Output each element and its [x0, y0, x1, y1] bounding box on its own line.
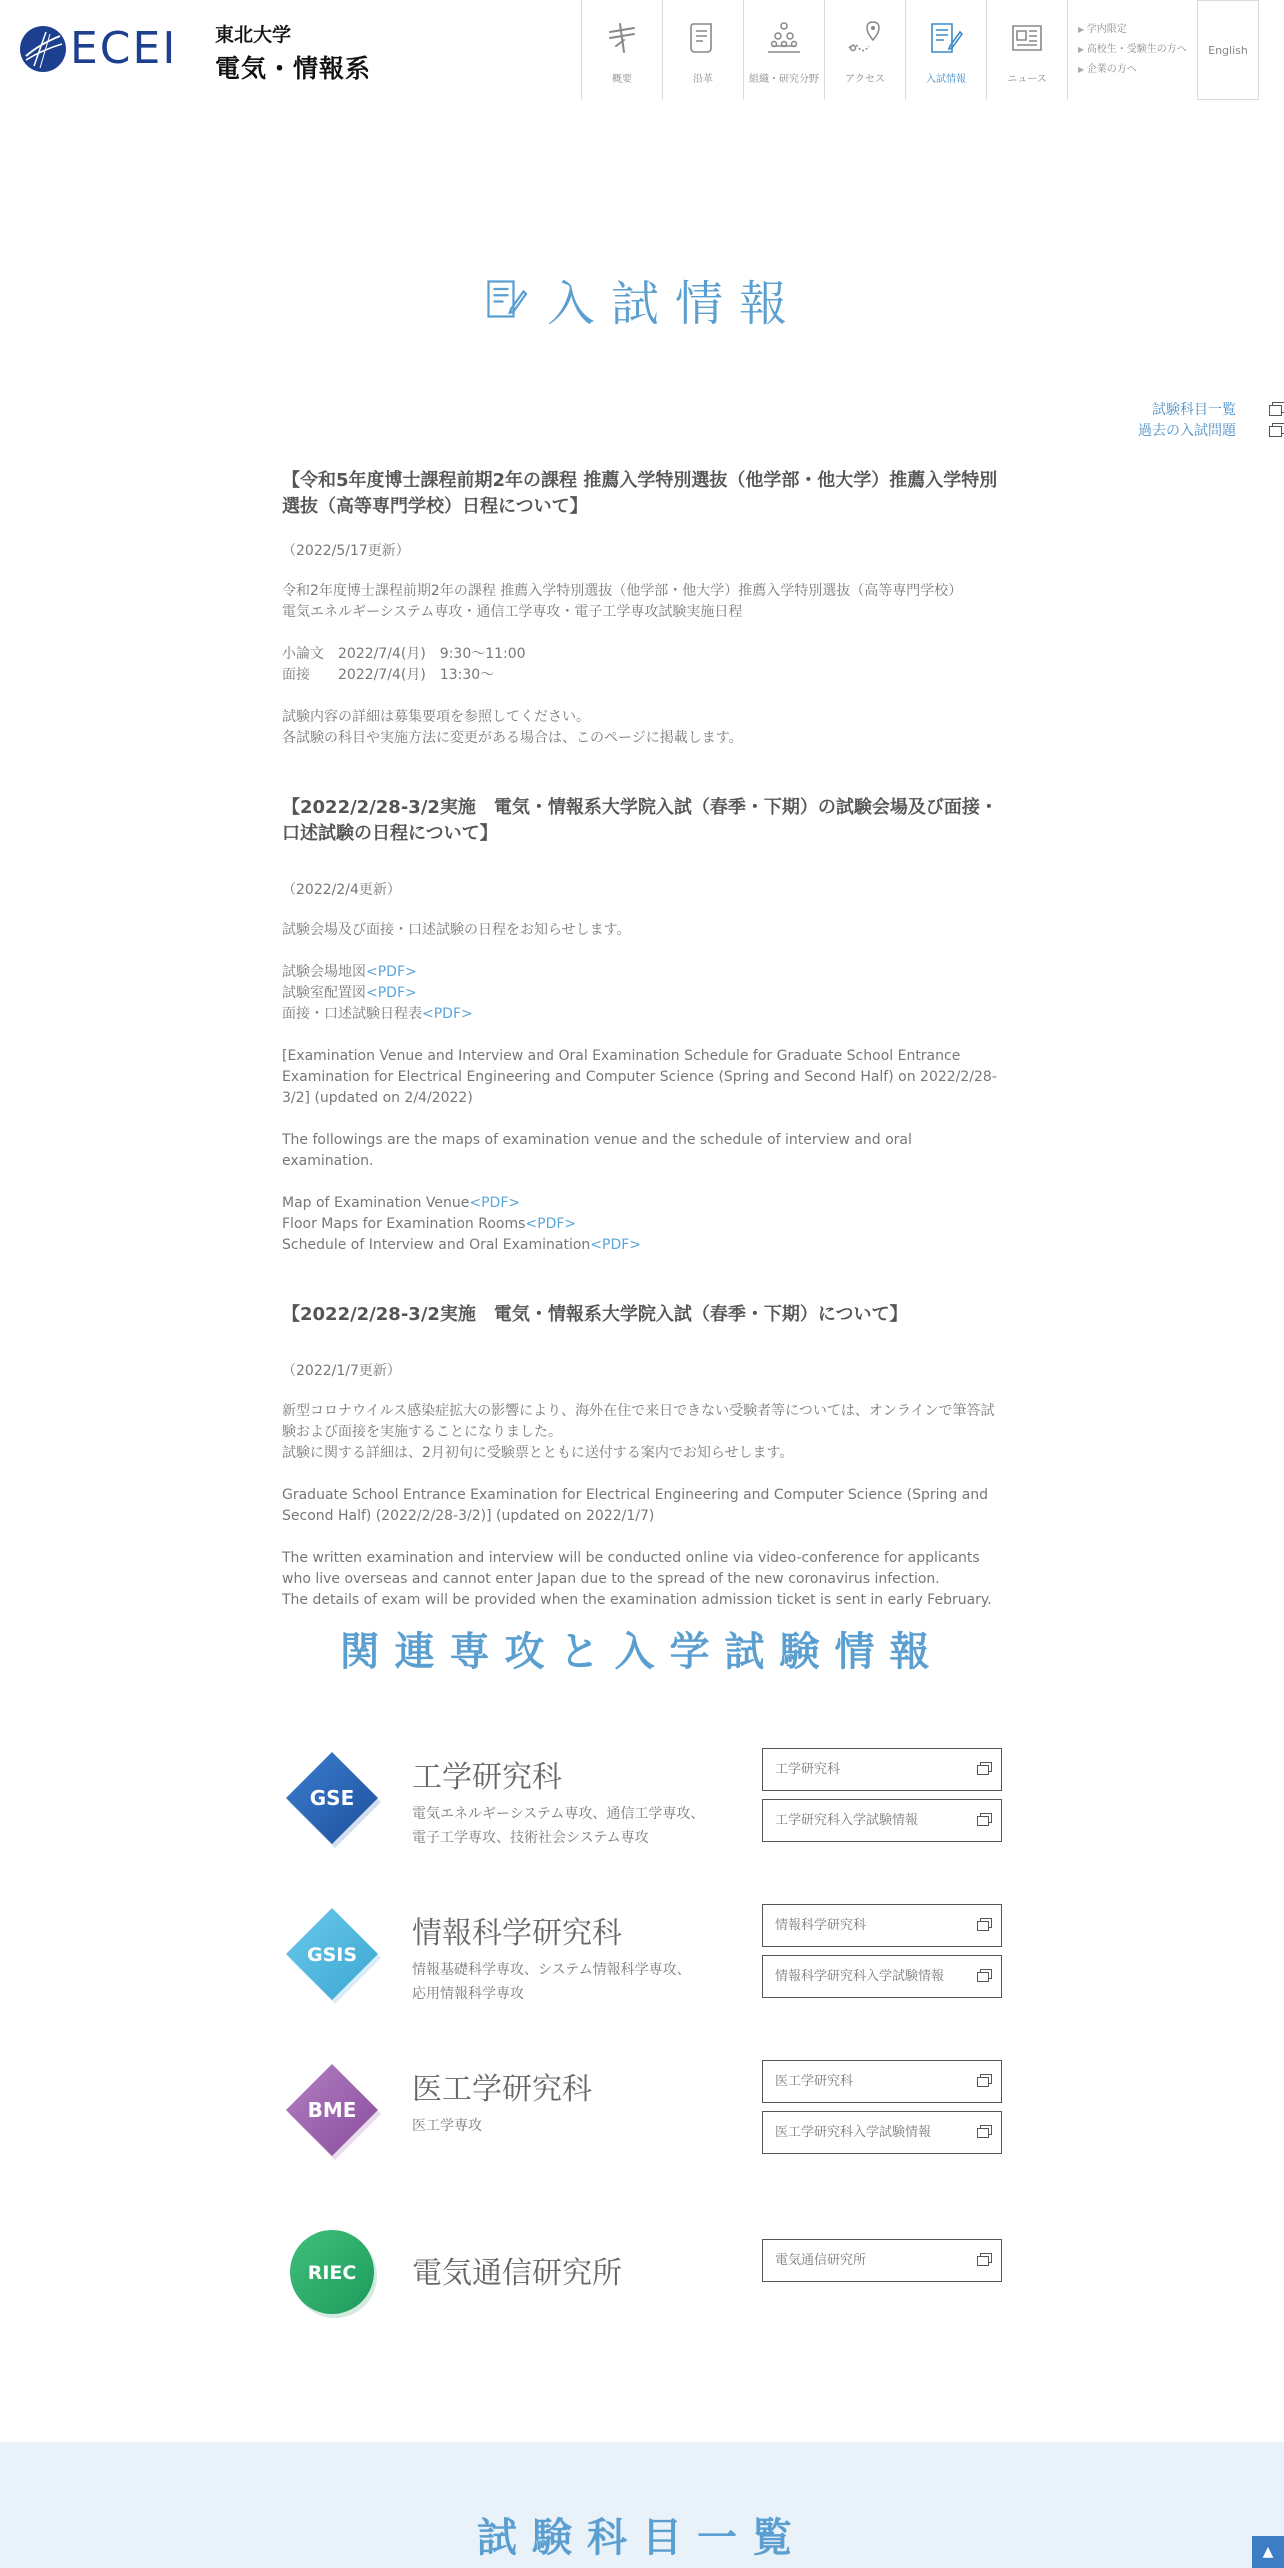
nav-item-organization[interactable] [743, 0, 824, 100]
main-nav [581, 0, 1259, 100]
article-title: 【2022/2/28-3/2実施 電気・情報系大学院入試（春季・下期）の試験会場及び面接・口述試験の日程について】 [282, 797, 998, 844]
article-date: （2022/1/7更新） [282, 1363, 401, 1379]
school-links [762, 1904, 1002, 2006]
link-label: Schedule of Interview and Oral Examination [282, 1237, 591, 1253]
badge-text: RIEC [307, 2262, 357, 2284]
badge-text: BME [307, 2098, 357, 2122]
nav-label: 沿革 [693, 74, 713, 85]
nav-label: 概要 [612, 74, 632, 85]
link-label: Floor Maps for Examination Rooms [282, 1216, 526, 1232]
article-paragraph [282, 1401, 1002, 1464]
gsis-admission-button[interactable]: 情報科学研究科入学試験情報 [762, 1955, 1002, 1998]
article-3 [282, 1302, 1002, 1611]
school-links [762, 2239, 1002, 2290]
nav-sub-students[interactable]: ▶ 高校生・受験生の方へ [1078, 40, 1197, 60]
university-name [215, 20, 371, 85]
school-name: 工学研究科 [412, 1760, 562, 1795]
article-text: 電気エネルギーシステム専攻・通信工学専攻・電子工学専攻試験実施日程 [282, 604, 743, 620]
nav-label: アクセス [845, 74, 885, 85]
riec-badge-icon [282, 2222, 382, 2322]
exam-icon [481, 274, 531, 324]
venue-map-pdf-link-en[interactable]: <PDF> [469, 1195, 521, 1211]
schedule-pdf-link[interactable]: <PDF> [422, 1006, 473, 1022]
article-schedule [282, 644, 1002, 686]
school-departments: 医工学専攻 [412, 2118, 482, 2134]
logo-mark-icon [20, 26, 66, 72]
overview-icon [602, 18, 642, 58]
link-label: Map of Examination Venue [282, 1195, 470, 1211]
back-to-top-button[interactable]: ▲ [1252, 2536, 1284, 2568]
link-label: 試験会場地図 [282, 964, 366, 980]
university-line2: 電気・情報系 [215, 54, 372, 83]
english-link[interactable]: English [1197, 0, 1259, 100]
article-text-en: Graduate School Entrance Examination for Electrical Engineering and Computer Science (Spring and Second Half) (2022/2/28-3/2)] (updated on 2022/1/7) [282, 1487, 989, 1524]
school-bme [282, 2060, 1002, 2180]
gse-badge-icon [282, 1748, 382, 1848]
gsis-site-button[interactable]: 情報科学研究科 [762, 1904, 1002, 1947]
news-icon [1007, 18, 1047, 58]
article-text-en: The details of exam will be provided when the examination admission ticket is sent in early February. [282, 1592, 992, 1608]
article-text: 令和2年度博士課程前期2年の課程 推薦入学特別選抜（他学部・他大学）推薦入学特別選抜（高等専門学校） [282, 583, 963, 599]
bme-site-button[interactable]: 医工学研究科 [762, 2060, 1002, 2103]
exam-icon [926, 18, 966, 58]
schedule-pdf-link-en[interactable]: <PDF> [590, 1237, 642, 1253]
nav-sub-internal[interactable]: ▶ 学内限定 [1078, 20, 1197, 40]
organization-icon [764, 18, 804, 58]
link-label: 試験室配置図 [282, 985, 366, 1001]
schedule-interview: 面接 2022/7/4(月) 13:30〜 [282, 667, 495, 683]
nav-label: 組織・研究分野 [749, 74, 819, 85]
article-2 [282, 795, 1002, 1256]
room-map-pdf-link-en[interactable]: <PDF> [525, 1216, 577, 1232]
article-date: （2022/5/17更新） [282, 543, 410, 559]
riec-site-button[interactable]: 電気通信研究所 [762, 2239, 1002, 2282]
news-content [282, 468, 1002, 1611]
school-departments [412, 1802, 704, 1850]
article-text-en: The written examination and interview will be conducted online via video-conference for applicants who live overseas and cannot enter Japan due to the spread of the new coronavirus infection. [282, 1550, 980, 1587]
nav-item-history[interactable] [662, 0, 743, 100]
badge-text: GSE [309, 1786, 355, 1810]
exam-subjects-section [0, 2442, 1284, 2568]
article-text: 各試験の科目や実施方法に変更がある場合は、このページに掲載します。 [282, 730, 743, 746]
school-gse [282, 1748, 1002, 1868]
article-title: 【2022/2/28-3/2実施 電気・情報系大学院入試（春季・下期）について】 [282, 1304, 908, 1325]
bme-badge-icon [282, 2060, 382, 2160]
side-links [1138, 400, 1284, 442]
room-map-pdf-link[interactable]: <PDF> [366, 985, 417, 1001]
nav-sub-links [1067, 0, 1197, 100]
article-text: 試験に関する詳細は、2月初旬に受験票とともに送付する案内でお知らせします。 [282, 1445, 794, 1461]
venue-map-pdf-link[interactable]: <PDF> [366, 964, 417, 980]
school-gsis [282, 1904, 1002, 2024]
university-line1: 東北大学 [215, 24, 292, 46]
article-text: 試験内容の詳細は募集要項を参照してください。 [282, 709, 590, 725]
exam-subjects-link[interactable]: 試験科目一覧 [1138, 400, 1284, 421]
gse-admission-button[interactable]: 工学研究科入学試験情報 [762, 1799, 1002, 1842]
pdf-links-en [282, 1193, 1002, 1256]
article-date: （2022/2/4更新） [282, 882, 401, 898]
map-pin-icon [845, 18, 885, 58]
article-text-en: [Examination Venue and Interview and Oral Examination Schedule for Graduate School Entrance Examination for Electrical Engineering and Computer Science (Spring and Second Half) on 2022/2/28-3/2] (updated on 2/4/2022) [282, 1048, 997, 1106]
site-logo[interactable] [20, 23, 178, 74]
badge-text: GSIS [306, 1944, 358, 1966]
dept-line: 電子工学専攻、技術社会システム専攻 [412, 1830, 649, 1846]
past-exams-link[interactable]: 過去の入試問題 [1138, 421, 1284, 442]
school-departments [412, 1958, 691, 2006]
school-links [762, 2060, 1002, 2162]
link-label: 面接・口述試験日程表 [282, 1006, 422, 1022]
school-name: 医工学研究科 [412, 2072, 592, 2107]
nav-label: 入試情報 [926, 74, 966, 85]
article-text: 新型コロナウイルス感染症拡大の影響により、海外在住で来日できない受験者等については、オンラインで筆答試験および面接を実施することになりました。 [282, 1403, 995, 1440]
exam-subjects-title: 試験科目一覧 [477, 2515, 807, 2561]
article-paragraph-en [282, 1548, 1002, 1611]
article-text: 試験会場及び面接・口述試験の日程をお知らせします。 [282, 922, 631, 938]
school-riec [282, 2222, 1002, 2342]
nav-sub-companies[interactable]: ▶ 企業の方へ [1078, 60, 1197, 80]
dept-line: 応用情報科学専攻 [412, 1986, 524, 2002]
nav-item-access[interactable] [824, 0, 905, 100]
article-1 [282, 468, 1002, 749]
history-icon [683, 18, 723, 58]
school-name: 情報科学研究科 [412, 1916, 622, 1951]
school-name: 電気通信研究所 [412, 2256, 622, 2291]
gsis-badge-icon [282, 1904, 382, 2004]
nav-item-overview[interactable] [581, 0, 662, 100]
nav-item-news[interactable] [986, 0, 1067, 100]
page-title [0, 265, 1284, 334]
related-section-title: 関連専攻と入学試験情報 [339, 1629, 945, 1675]
dept-line: 電気エネルギーシステム専攻、通信工学専攻、 [412, 1806, 705, 1822]
bme-admission-button[interactable]: 医工学研究科入学試験情報 [762, 2111, 1002, 2154]
article-paragraph [282, 581, 1002, 623]
page-title-text: 入試情報 [546, 276, 803, 332]
school-links [762, 1748, 1002, 1850]
nav-label: ニュース [1007, 74, 1047, 85]
gse-site-button[interactable]: 工学研究科 [762, 1748, 1002, 1791]
dept-line: 情報基礎科学専攻、システム情報科学専攻、 [412, 1962, 691, 1978]
nav-item-admissions[interactable] [905, 0, 986, 100]
article-paragraph [282, 707, 1002, 749]
site-header [0, 0, 1284, 100]
article-title: 【令和5年度博士課程前期2年の課程 推薦入学特別選抜（他学部・他大学）推薦入学特別選抜（高等専門学校）日程について】 [282, 470, 998, 517]
article-text-en: The followings are the maps of examination venue and the schedule of interview and oral examination. [282, 1132, 912, 1169]
schedule-essay: 小論文 2022/7/4(月) 9:30〜11:00 [282, 646, 526, 662]
pdf-links-jp [282, 962, 1002, 1025]
logo-text: ECEI [70, 23, 178, 74]
